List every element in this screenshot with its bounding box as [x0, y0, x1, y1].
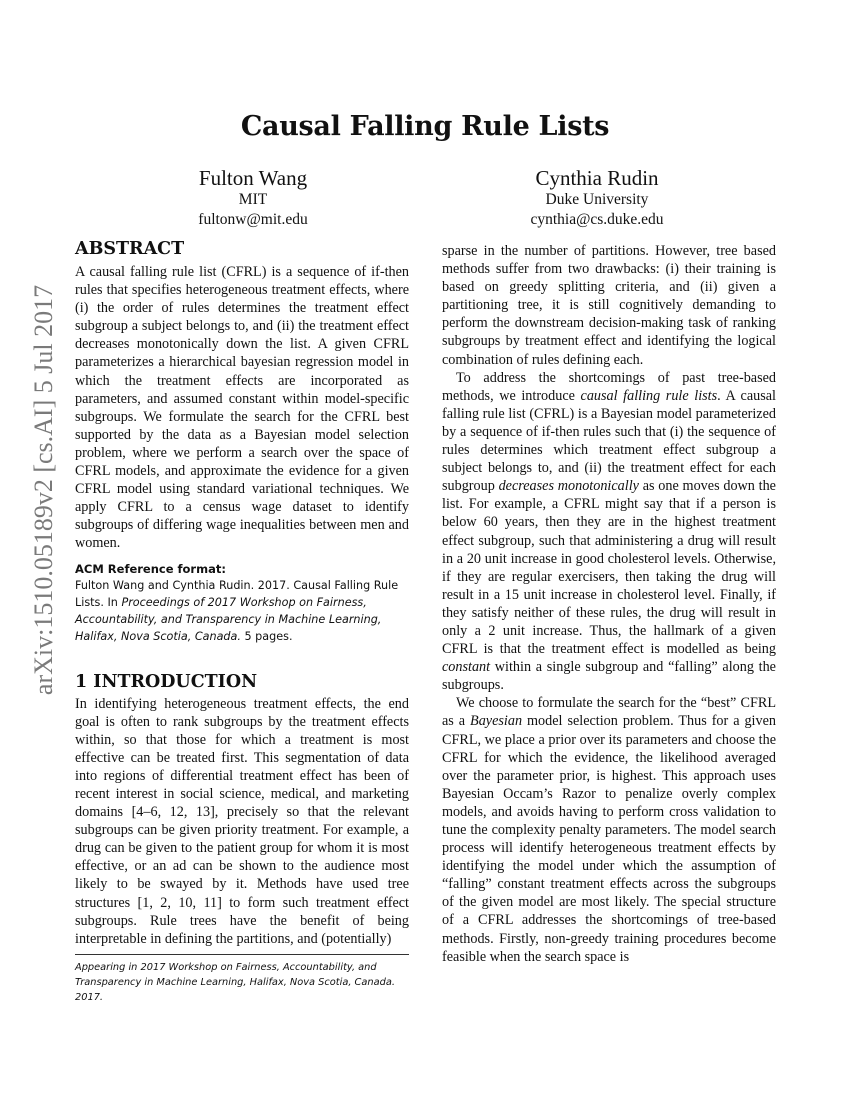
- emphasis-text: constant: [442, 659, 491, 676]
- footnote: Appearing in 2017 Workshop on Fairness, Accountability, and Transparency in Machine Learning, Halifax, Nova Scotia, Canada. 2017.: [75, 954, 409, 1005]
- text-run: model selection problem. Thus for a given CFRL, we place a prior over its parameters and choose the CFRL for which the evidence, the likelihood averaged over the parameter prior, is highest. This approach uses Bayesian Occam’s Razor to penalize overly complex models, and avoids having to perform cross validation to tune the complexity penalty parameters. The model search process will identify heterogeneous treatment effects by identifying the model under which the assumption of “falling” constant treatment effects across the subgroups of the given model are most likely. The special structure of a CFRL addresses the shortcomings of tree-based methods. Firstly, non-greedy training procedures become feasible when the search space is: [442, 713, 776, 965]
- acm-reference-pages: 5 pages.: [240, 629, 293, 643]
- arxiv-stamp: [29, 284, 58, 695]
- emphasis-text: causal falling rule lists: [580, 387, 718, 404]
- text-run: within a single subgroup and “falling” along the subgroups.: [442, 659, 776, 694]
- arxiv-stamp-text: arXiv:1510.05189v2 [cs.AI] 5 Jul 2017: [29, 284, 58, 695]
- author-email: fultonw@mit.edu: [198, 211, 308, 228]
- acm-reference-text: [75, 577, 409, 645]
- paper-title: Causal Falling Rule Lists: [240, 111, 610, 142]
- author-block-1: [113, 166, 393, 230]
- author-name: Cynthia Rudin: [535, 166, 659, 190]
- text-run: We choose to formulate the search for the “best” CFRL as a: [442, 695, 776, 730]
- author-email: cynthia@cs.duke.edu: [530, 211, 664, 228]
- text-run: as one moves down the list. For example, a CFRL might say that if a person is below 60 years, then they are in the highest treatment effect subgroup, such that administering a drug will result in a 20 unit increase in good cholesterol levels. Otherwise, if they are regular exercisers, then taking the drug will result in a 15 unit increase in cholesterol level. Finally, if they satisfy neither of these rules, the drug will result in only a 2 unit increase. Thus, the hallmark of a given CFRL is that the treatment effect is modelled as being: [442, 478, 776, 658]
- emphasis-text: Bayesian: [470, 713, 523, 730]
- author-affiliation: MIT: [238, 191, 268, 208]
- right-column: [442, 242, 776, 966]
- left-column: [75, 238, 409, 948]
- abstract-heading: ABSTRACT: [75, 239, 185, 259]
- author-block-2: [457, 166, 737, 230]
- text-run: To address the shortcomings of past tree-based methods, we introduce: [442, 369, 776, 404]
- introduction-paragraph-3: [442, 694, 776, 965]
- text-run: . A causal falling rule list (CFRL) is a Bayesian model parameterized by a sequence of if-then rules such that (i) the sequence of rules determines which treatment effect subgroup a subject belongs to, and (ii) the treatment effect for each subgroup: [442, 387, 776, 495]
- introduction-paragraph-1-continued: sparse in the number of partitions. However, tree based methods suffer from two drawbacks: (i) their training is based on greedy splitting criteria, and (ii) given a partitioning tree, it is still cognitively demanding to perform the downstream decision-making task of ranking subgroups by treatment effect and identifying the logical combination of rules defining each.: [442, 243, 776, 368]
- acm-reference-authors: Fulton Wang and Cynthia Rudin. 2017. Causal Falling Rule Lists. In: [75, 578, 399, 609]
- author-affiliation: Duke University: [545, 191, 649, 208]
- acm-reference-venue: Proceedings of 2017 Workshop on Fairness, Accountability, and Transparency in Machine Learning, Halifax, Nova Scotia, Canada.: [75, 595, 382, 643]
- acm-reference-heading: ACM Reference format:: [75, 561, 226, 576]
- introduction-paragraph-1: In identifying heterogeneous treatment effects, the end goal is often to rank subgroups by the treatment effects within, so that those for which a treatment is most effective can be treated first. This segmentation of data into regions of differential treatment effect has been of recent interest in social science, medical, and marketing domains [4–6, 12, 13], precisely so that the relevant subgroups can be given priority treatment. For example, a drug can be given to the patient group for whom it is most effective, or an ad can be shown to the audience most likely to be swayed by it. Methods have used tree structures [1, 2, 10, 11] to form such treatment effect subgroups. Rule trees have the benefit of being interpretable in defining the partitions, and (potentially): [75, 695, 409, 947]
- introduction-heading: 1 INTRODUCTION: [75, 671, 258, 692]
- introduction-paragraph-2: [442, 369, 776, 695]
- author-name: Fulton Wang: [198, 166, 308, 190]
- emphasis-text: decreases monotonically: [498, 478, 639, 495]
- abstract-text: A causal falling rule list (CFRL) is a sequence of if-then rules that specifies heterogeneous treatment effects, where (i) the order of rules determines the treatment effect subgroup a subject belongs to, and (ii) the treatment effect decreases monotonically down the list. A given CFRL parameterizes a hierarchical bayesian regression model in which the treatment effects are incorporated as parameters, and assumed constant within model-specific subgroups. We formulate the search for the CFRL best supported by the data as a Bayesian model selection problem, where we perform a search over the space of CFRL models, and approximate the evidence for a given CFRL model using standard variational techniques. We apply CFRL to a census wage dataset to identify subgroups of differing wage inequalities between men and women.: [75, 264, 409, 552]
